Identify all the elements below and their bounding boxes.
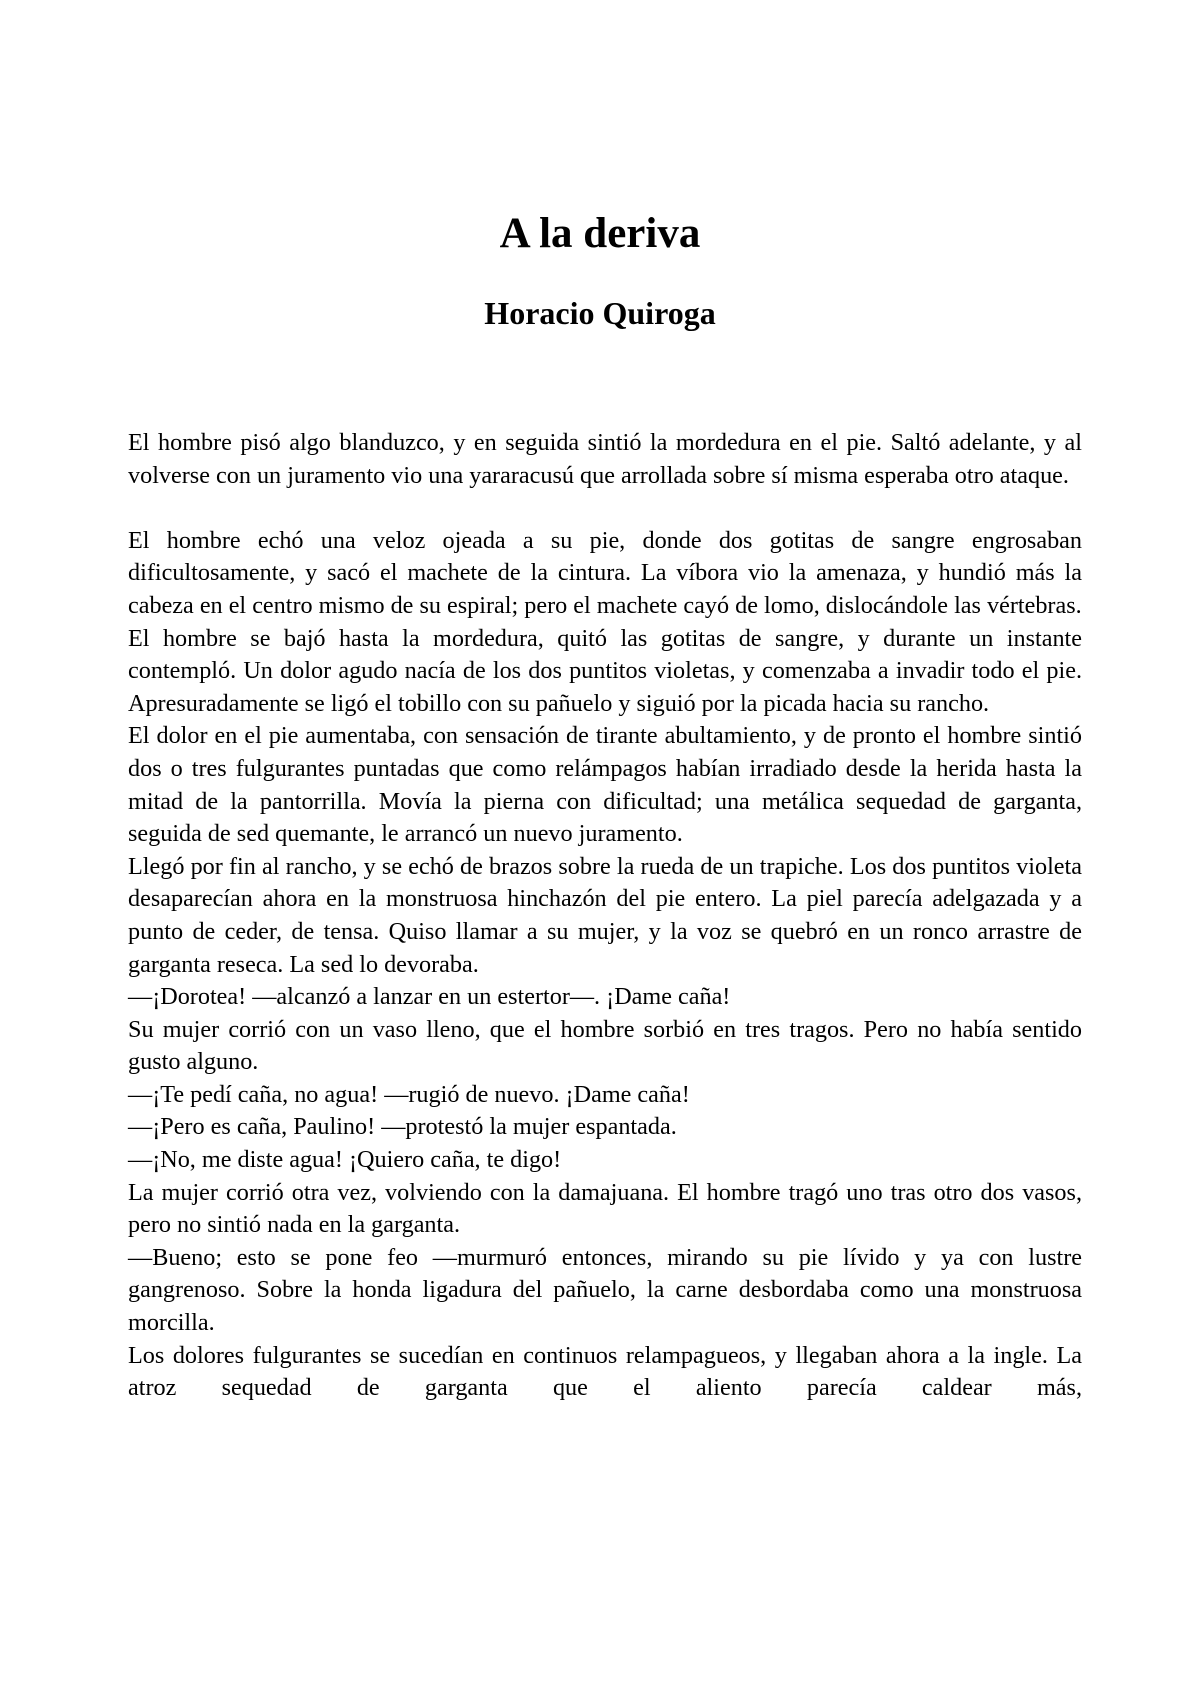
paragraph-2: El hombre echó una veloz ojeada a su pie, donde dos gotitas de sangre engrosaban dificultosamente, y sacó el machete de la cintura. La víbora vio la amenaza, y hundió más la cabeza en el centro mismo de su espiral; pero el machete cayó de lomo, dislocándole las vértebras. bbox=[128, 526, 1082, 619]
paragraph-10: —¡No, me diste agua! ¡Quiero caña, te digo! bbox=[128, 1146, 562, 1174]
paragraph-12: —Bueno; esto se pone feo —murmuró entonces, mirando su pie lívido y ya con lustre gangrenoso. Sobre la honda ligadura del pañuelo, la carne desbordaba como una monstruosa morcilla. bbox=[128, 1243, 1082, 1337]
paragraph-8: —¡Te pedí caña, no agua! —rugió de nuevo. ¡Dame caña! bbox=[128, 1080, 690, 1108]
paragraph-11: La mujer corrió otra vez, volviendo con la damajuana. El hombre tragó uno tras otro dos vasos, pero no sintió nada en la garganta. bbox=[128, 1178, 1082, 1239]
document-title: A la deriva bbox=[499, 210, 701, 257]
paragraph-3: El hombre se bajó hasta la mordedura, quitó las gotitas de sangre, y durante un instante contempló. Un dolor agudo nacía de los dos puntitos violetas, y comenzaba a invadir todo el pie. Apresuradamente se ligó el tobillo con su pañuelo y siguió por la picada hacia su rancho. bbox=[128, 624, 1082, 717]
document-author: Horacio Quiroga bbox=[484, 295, 716, 331]
paragraph-4: El dolor en el pie aumentaba, con sensación de tirante abultamiento, y de pronto el hombre sintió dos o tres fulgurantes puntadas que como relámpagos habían irradiado desde la herida hasta la mitad de la pantorrilla. Movía la pierna con dificultad; una metálica sequedad de garganta, seguida de sed quemante, le arrancó un nuevo juramento. bbox=[128, 722, 1082, 848]
paragraph-13: Los dolores fulgurantes se sucedían en continuos relampagueos, y llegaban ahora a la ingle. La atroz sequedad de garganta que el aliento parecía caldear más, bbox=[128, 1341, 1082, 1402]
paragraph-7: Su mujer corrió con un vaso lleno, que el hombre sorbió en tres tragos. Pero no había sentido gusto alguno. bbox=[128, 1015, 1082, 1076]
document-body bbox=[128, 427, 1082, 1405]
paragraph-5: Llegó por fin al rancho, y se echó de brazos sobre la rueda de un trapiche. Los dos puntitos violeta desaparecían ahora en la monstruosa hinchazón del pie entero. La piel parecía adelgazada y a punto de ceder, de tensa. Quiso llamar a su mujer, y la voz se quebró en un ronco arrastre de garganta reseca. La sed lo devoraba. bbox=[128, 852, 1082, 978]
paragraph-9: —¡Pero es caña, Paulino! —protestó la mujer espantada. bbox=[128, 1113, 677, 1141]
paragraph-1: El hombre pisó algo blanduzco, y en seguida sintió la mordedura en el pie. Saltó adelante, y al volverse con un juramento vio una yararacusú que arrollada sobre sí misma esperaba otro ataque. bbox=[128, 429, 1082, 489]
paragraph-6: —¡Dorotea! —alcanzó a lanzar en un estertor—. ¡Dame caña! bbox=[128, 983, 731, 1011]
